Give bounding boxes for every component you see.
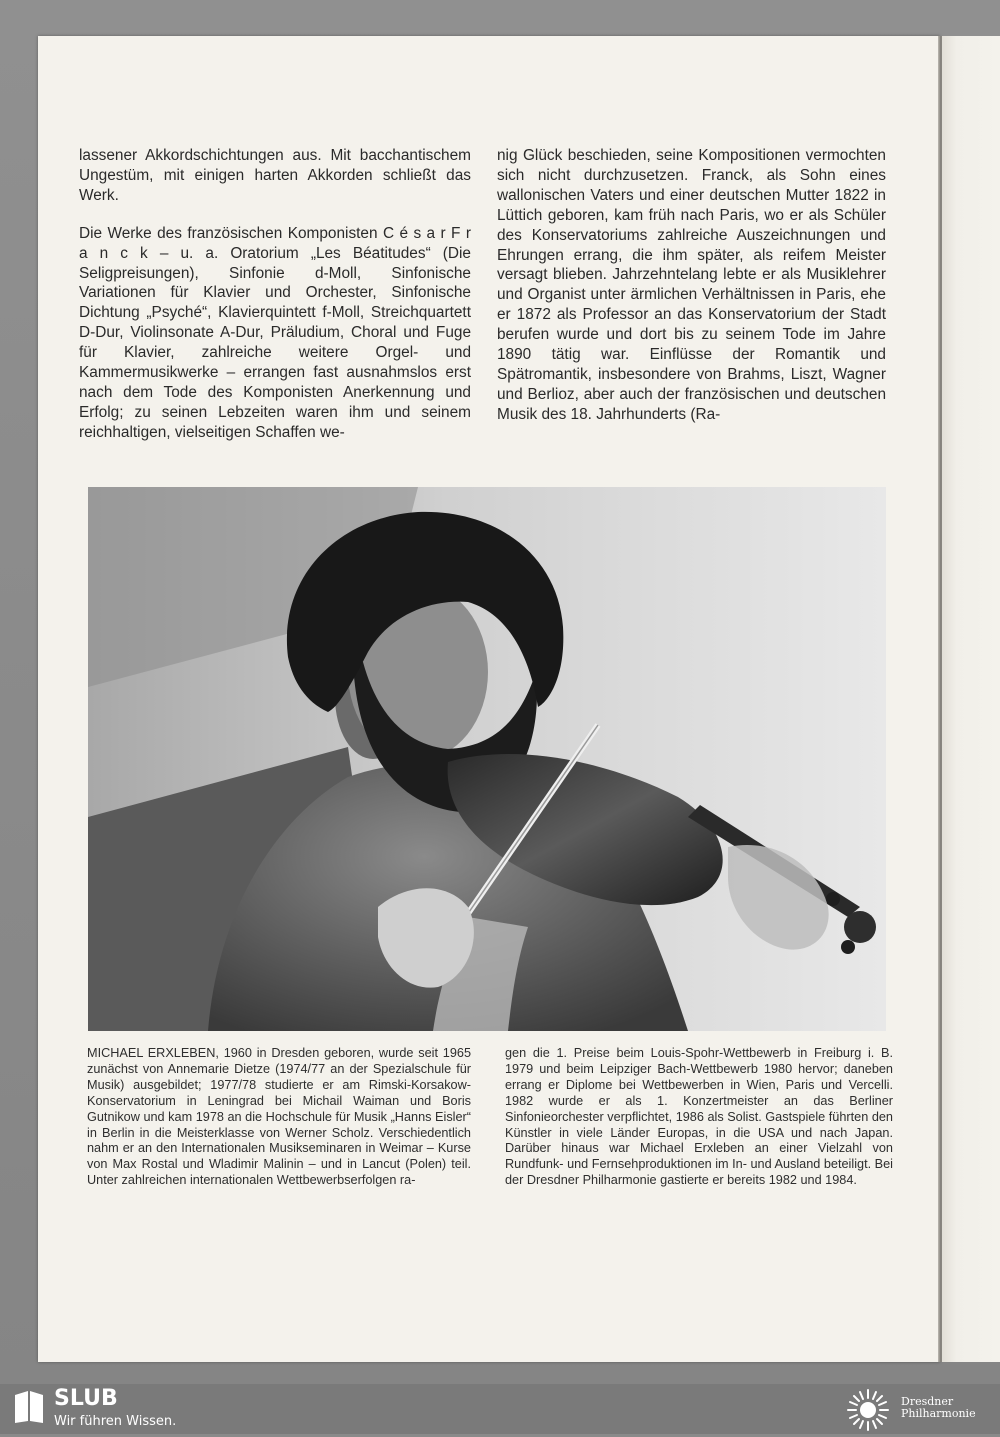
slub-tagline: Wir führen Wissen.: [54, 1414, 177, 1429]
slub-book-icon: [12, 1389, 46, 1429]
philharmonie-name-line2: Philharmonie: [901, 1407, 976, 1420]
violinist-photo: [88, 487, 886, 1031]
article-paragraph: lassener Akkordschichtungen aus. Mit bacchantischem Ungestüm, mit einigen harten Akkorden schließt das Werk.: [79, 147, 471, 204]
article-column-right: [497, 146, 886, 425]
article-paragraph: Die Werke des französischen Komponisten C é s a r F r a n c k – u. a. Oratorium „Les Béatitudes“ (Die Seligpreisungen), Sinfonie d-Moll, Sinfonische Variationen für Klavier und Orchester, Sinfonische Dichtung „Psyché“, Klavierquintett f-Moll, Streichquartett D-Dur, Violinsonate A-Dur, Präludium, Choral und Fuge für Klavier, zahlreiche weitere Orgel- und Kammermusikwerke – errangen fast ausnahmslos erst nach dem Tode des Komponisten Anerkennung und Erfolg; zu seinen Lebzeiten waren ihm und seinem reichhaltigen, vielseitigen Schaffen we-: [79, 224, 471, 441]
philharmonie-name-line1: Dresdner: [901, 1395, 954, 1408]
photo-caption-right: gen die 1. Preise beim Louis-Spohr-Wettbewerb in Freiburg i. B. 1979 und beim Leipziger Bach-Wettbewerb 1980 hervor; daneben errang er Diplome bei Wettbewerben in Wien, Paris und Vercelli. 1982 wurde er als 1. Konzertmeister an das Berliner Sinfonieorchester verpflichtet, 1986 als Solist. Gastspiele führten den Künstler in viele Länder Europas, in die USA und nach Japan. Darüber hinaus war Michael Erxleben an einer Vielzahl von Rundfunk- und Fernsehproduktionen im In- und Ausland beteiligt. Bei der Dresdner Philharmonie gastierte er bereits 1982 und 1984.: [505, 1046, 893, 1188]
philharmonie-name: [901, 1396, 976, 1420]
philharmonie-sunburst-icon: [842, 1387, 894, 1437]
article-paragraph: nig Glück beschieden, seine Kompositionen vermochten sich nicht durchzusetzen. Franck, als Sohn eines wallonischen Vaters und einer deutschen Mutter 1822 in Lüttich geboren, kam früh nach Paris, wo er als Schüler des Konservatoriums zahlreiche Auszeichnungen und Ehrungen errang, die ihm später, als reifem Meister versagt blieben. Jahrzehntelang lebte er als Musiklehrer und Organist unter ärmlichen Verhältnissen in Paris, ehe er 1872 als Professor an das Konservatorium der Stadt berufen wurde und dort bis zu seinem Tode im Jahre 1890 tätig war. Einflüsse der Romantik und Spätromantik, insbesondere von Brahms, Liszt, Wagner und Berlioz, aber auch der französischen und deutschen Musik des 18. Jahrhunderts (Ra-: [497, 147, 886, 423]
photo-caption-left: MICHAEL ERXLEBEN, 1960 in Dresden geboren, wurde seit 1965 zunächst von Annemarie Dietze (1974/77 an der Spezialschule für Musik) ausgebildet; 1977/78 studierte er am Rimski-Korsakow-Konservatorium in Leningrad bei Michail Waiman und Boris Gutnikow und kam 1978 an die Hochschule für Musik „Hanns Eisler“ in Berlin in die Meisterklasse von Werner Scholz. Verschiedentlich nahm er an den Internationalen Musikseminaren in Weimar – Kurse von Max Rostal und Wladimir Malinin – und in Lancut (Polen) teil. Unter zahlreichen internationalen Wettbewerbserfolgen ra-: [87, 1046, 471, 1188]
facing-page-edge: [942, 36, 1000, 1362]
article-column-left: [79, 146, 471, 443]
slub-name: SLUB: [54, 1386, 118, 1411]
